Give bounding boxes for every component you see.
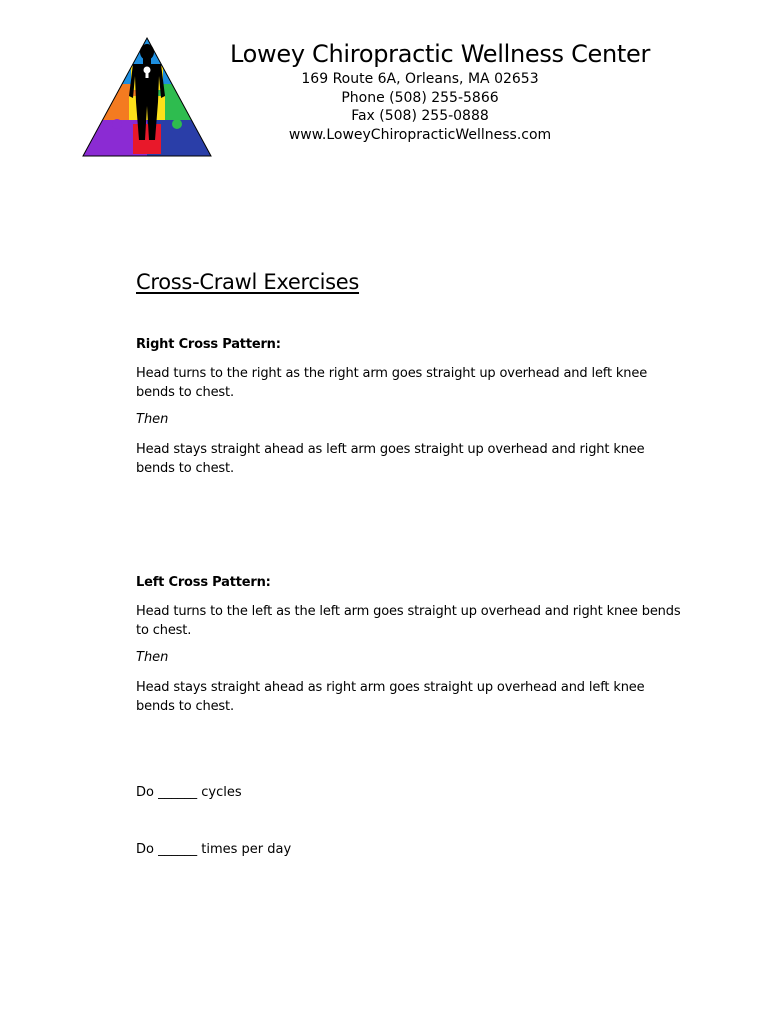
right-step-2: Head stays straight ahead as left arm goes straight up overhead and right knee bends to chest. xyxy=(136,442,645,476)
clinic-website[interactable]: www.LoweyChiropracticWellness.com xyxy=(288,126,552,143)
right-cross-heading: Right Cross Pattern: xyxy=(136,337,281,352)
right-step-1: Head turns to the right as the right arm goes straight up overhead and left knee bends to chest. xyxy=(136,366,648,400)
cycles-field[interactable]: Do ______ cycles xyxy=(136,785,242,800)
left-cross-heading: Left Cross Pattern: xyxy=(136,575,271,590)
left-step-2: Head stays straight ahead as right arm goes straight up overhead and left knee bends to chest. xyxy=(136,680,645,714)
left-then: Then xyxy=(136,650,169,665)
left-step-1: Head turns to the left as the left arm goes straight up overhead and right knee bends to chest. xyxy=(136,604,681,638)
document-title: Cross-Crawl Exercises xyxy=(136,270,360,294)
clinic-logo-icon xyxy=(81,36,213,158)
clinic-name: Lowey Chiropractic Wellness Center xyxy=(230,40,651,68)
clinic-phone: Phone (508) 255-5866 xyxy=(341,89,499,106)
clinic-address: 169 Route 6A, Orleans, MA 02653 xyxy=(301,71,539,87)
times-per-day-field[interactable]: Do ______ times per day xyxy=(136,842,292,857)
letterhead xyxy=(230,38,651,144)
right-then: Then xyxy=(136,412,169,427)
clinic-fax: Fax (508) 255-0888 xyxy=(351,108,489,124)
